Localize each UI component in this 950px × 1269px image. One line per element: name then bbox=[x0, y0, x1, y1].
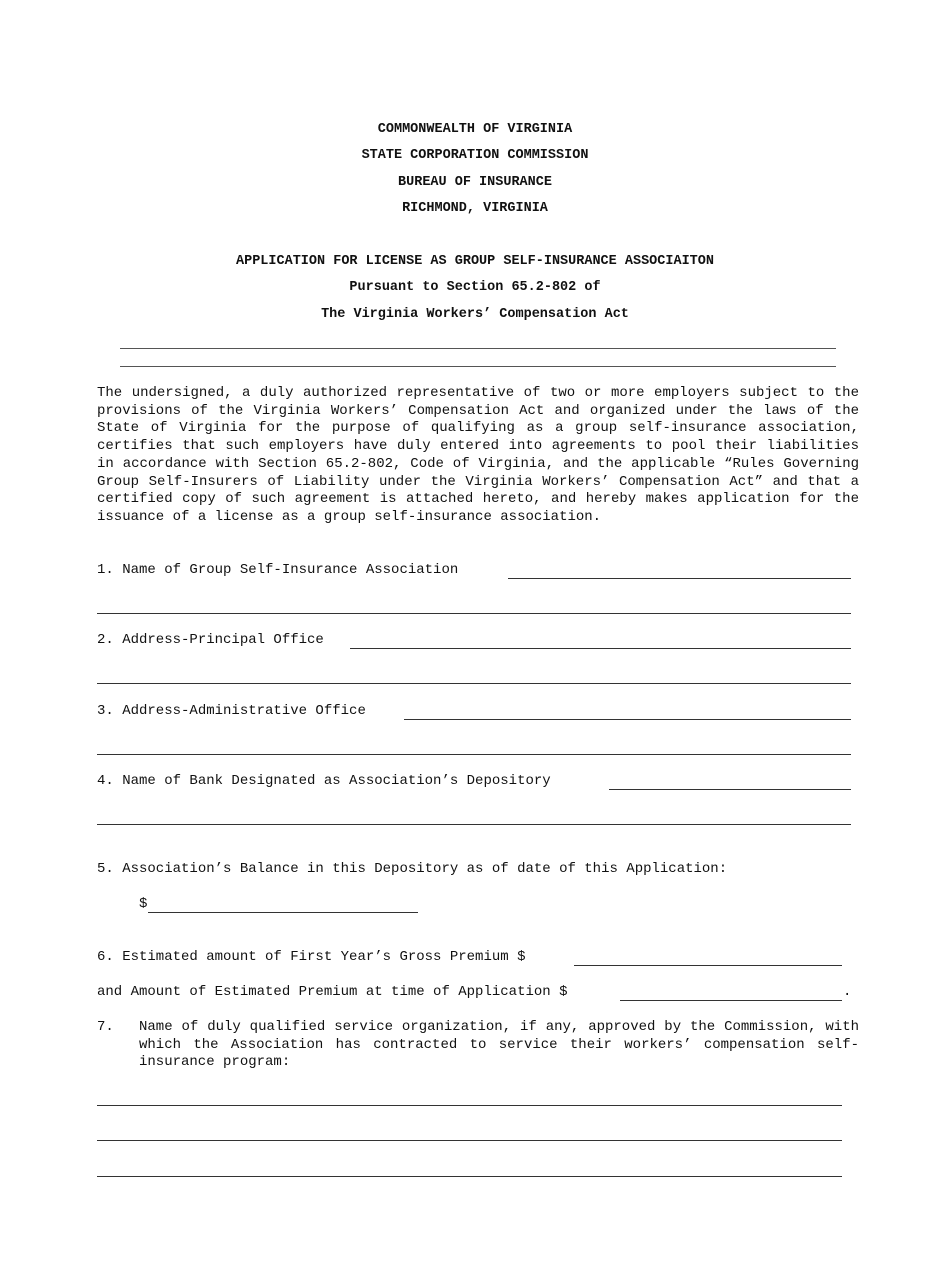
estimated-premium-input[interactable] bbox=[620, 1000, 842, 1001]
field-7-number: 7. bbox=[97, 1019, 114, 1035]
field-5-label: 5. Association’s Balance in this Depository as of date of this Application: bbox=[97, 861, 728, 877]
association-name-input-line2[interactable] bbox=[97, 613, 851, 614]
header-bureau: BUREAU OF INSURANCE bbox=[398, 175, 552, 190]
service-organization-input-line1[interactable] bbox=[97, 1105, 842, 1106]
administrative-office-input[interactable] bbox=[404, 719, 851, 720]
field-7-block bbox=[97, 1019, 859, 1072]
service-organization-input-line3[interactable] bbox=[97, 1176, 842, 1177]
field-3-label: 3. Address-Administrative Office bbox=[97, 703, 366, 719]
depository-bank-input[interactable] bbox=[609, 789, 851, 790]
intro-paragraph: The undersigned, a duly authorized representative of two or more employers subject to the provisions of the Virginia Workers’ Compensation Act and organized under the laws of the State of Virginia for the purpose of qualifying as a group self-insurance association, certifies that such employers have duly entered into agreements to pool their liabilities in accordance with Section 65.2-802, Code of Virginia, and the applicable “Rules Governing Group Self-Insurers of Liability under the Virginia Workers’ Compensation Act” and that a certified copy of such agreement is attached hereto, and hereby makes application for the issuance of a license as a group self-insurance association. bbox=[97, 385, 859, 525]
field-6b-period: . bbox=[843, 984, 852, 1000]
field-2-label: 2. Address-Principal Office bbox=[97, 632, 324, 648]
header-commonwealth: COMMONWEALTH OF VIRGINIA bbox=[377, 122, 573, 137]
field-1-label: 1. Name of Group Self-Insurance Association bbox=[97, 562, 459, 578]
depository-bank-input-line2[interactable] bbox=[97, 824, 851, 825]
administrative-office-input-line2[interactable] bbox=[97, 754, 851, 755]
header-commission: STATE CORPORATION COMMISSION bbox=[361, 148, 589, 163]
form-subtitle-section: Pursuant to Section 65.2-802 of bbox=[349, 280, 601, 295]
field-6b-label: and Amount of Estimated Premium at time of Application $ bbox=[97, 984, 568, 1000]
header-city: RICHMOND, VIRGINIA bbox=[402, 201, 548, 216]
divider-rule bbox=[120, 348, 836, 349]
form-title: APPLICATION FOR LICENSE AS GROUP SELF-INSURANCE ASSOCIAITON bbox=[236, 254, 714, 269]
divider-rule bbox=[120, 366, 836, 367]
field-4-label: 4. Name of Bank Designated as Association’s Depository bbox=[97, 773, 551, 789]
balance-currency-symbol: $ bbox=[139, 896, 148, 912]
form-subtitle-act: The Virginia Workers’ Compensation Act bbox=[321, 307, 629, 322]
depository-balance-input[interactable] bbox=[148, 912, 418, 913]
field-7-label: Name of duly qualified service organization, if any, approved by the Commission, with which the Association has contracted to service their workers’ compensation self-insurance program: bbox=[139, 1019, 859, 1071]
field-6-label: 6. Estimated amount of First Year’s Gross Premium $ bbox=[97, 949, 526, 965]
first-year-premium-input[interactable] bbox=[574, 965, 842, 966]
association-name-input[interactable] bbox=[508, 578, 851, 579]
principal-office-input-line2[interactable] bbox=[97, 683, 851, 684]
service-organization-input-line2[interactable] bbox=[97, 1140, 842, 1141]
principal-office-input[interactable] bbox=[350, 648, 851, 649]
